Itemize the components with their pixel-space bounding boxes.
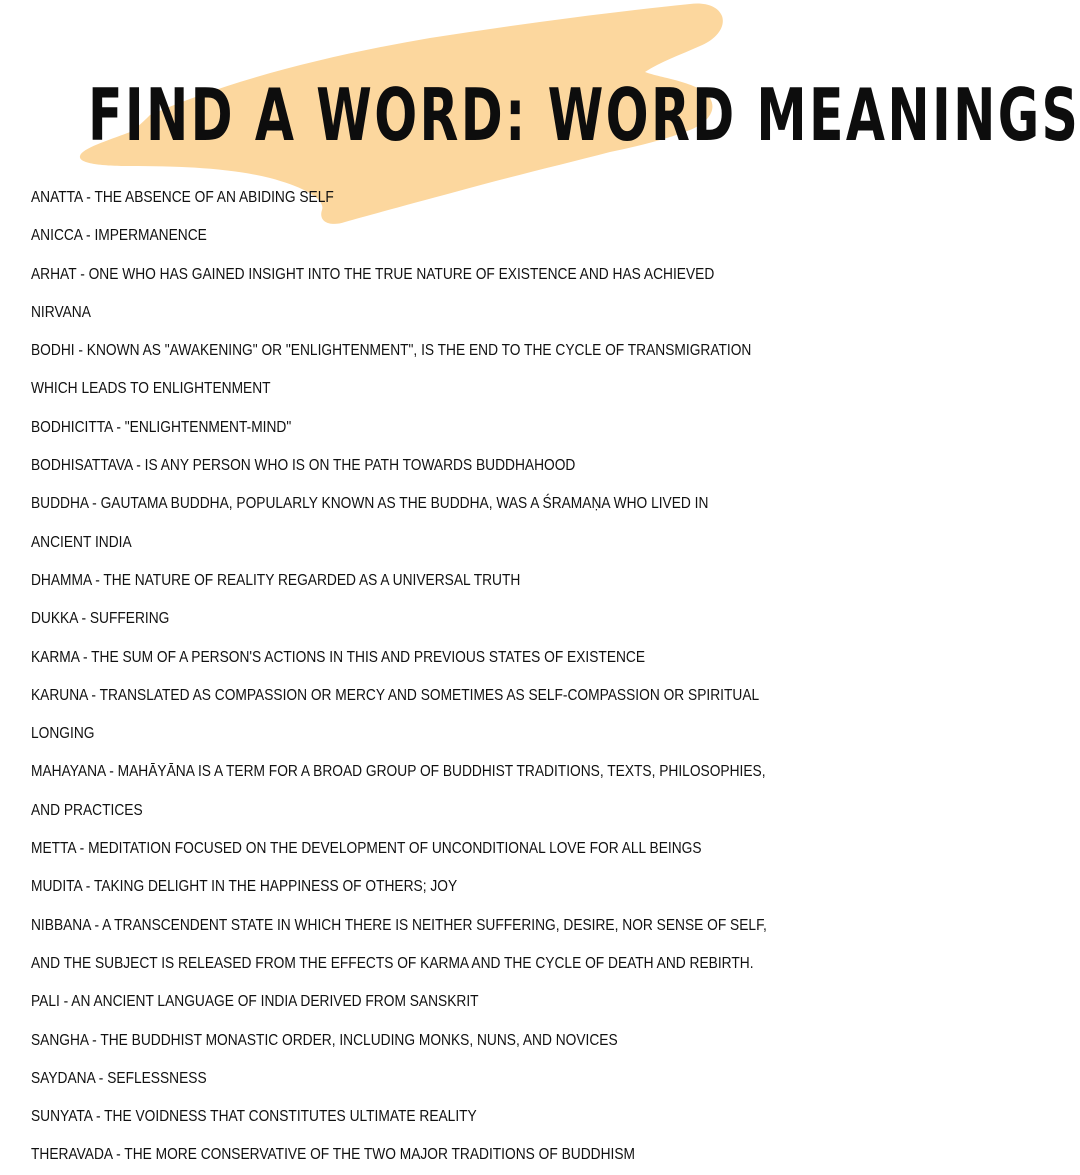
word-entry-pali: PALI - AN ANCIENT LANGUAGE OF INDIA DERIVED FROM SANSKRIT	[31, 993, 479, 1011]
word-entry-anatta: ANATTA - THE ABSENCE OF AN ABIDING SELF	[31, 189, 334, 206]
page-title: FIND A WORD: WORD MEANINGS	[88, 73, 1080, 157]
word-entry-bodhicitta: BODHICITTA - "ENLIGHTENMENT-MIND"	[31, 418, 292, 436]
word-entry-karuna: KARUNA - TRANSLATED AS COMPASSION OR MERCY AND SOMETIMES AS SELF-COMPASSION OR SPIRITUAL LONGING	[31, 686, 759, 743]
word-entry-arhat: ARHAT - ONE WHO HAS GAINED INSIGHT INTO THE TRUE NATURE OF EXISTENCE AND HAS ACHIEVED NIRVANA	[31, 265, 715, 321]
word-entry-metta: METTA - MEDITATION FOCUSED ON THE DEVELOPMENT OF UNCONDITIONAL LOVE FOR ALL BEINGS	[31, 840, 702, 858]
word-entry-bodhisattava: BODHISATTAVA - IS ANY PERSON WHO IS ON THE PATH TOWARDS BUDDHAHOOD	[31, 457, 576, 475]
word-entry-mudita: MUDITA - TAKING DELIGHT IN THE HAPPINESS OF OTHERS; JOY	[31, 878, 458, 896]
word-entry-mahayana: MAHAYANA - MAHĀYĀNA IS A TERM FOR A BROAD GROUP OF BUDDHIST TRADITIONS, TEXTS, PHILOSOPHIES, AND PRACTICES	[31, 763, 766, 819]
word-entry-bodhi: BODHI - KNOWN AS "AWAKENING" OR "ENLIGHTENMENT", IS THE END TO THE CYCLE OF TRANSMIGRATION WHICH LEADS TO ENLIGHTENMENT	[31, 342, 752, 398]
word-entry-dukka: DUKKA - SUFFERING	[31, 610, 170, 628]
word-entry-theravada: THERAVADA - THE MORE CONSERVATIVE OF THE TWO MAJOR TRADITIONS OF BUDDHISM	[31, 1146, 635, 1164]
word-entry-saydana: SAYDANA - SEFLESSNESS	[31, 1069, 207, 1087]
word-entry-sunyata: SUNYATA - THE VOIDNESS THAT CONSTITUTES ULTIMATE REALITY	[31, 1108, 477, 1126]
word-entry-anicca: ANICCA - IMPERMANENCE	[31, 227, 207, 245]
word-entry-nibbana: NIBBANA - A TRANSCENDENT STATE IN WHICH THERE IS NEITHER SUFFERING, DESIRE, NOR SENSE OF SELF, AND THE SUBJECT IS RELEASED FROM THE EFFECTS OF KARMA AND THE CYCLE OF DEATH AND REBIRTH.	[31, 916, 767, 972]
word-meanings-list	[31, 179, 771, 1175]
word-entry-karma: KARMA - THE SUM OF A PERSON'S ACTIONS IN THIS AND PREVIOUS STATES OF EXISTENCE	[31, 648, 646, 666]
word-entry-sangha: SANGHA - THE BUDDHIST MONASTIC ORDER, INCLUDING MONKS, NUNS, AND NOVICES	[31, 1031, 618, 1049]
word-entry-buddha: BUDDHA - GAUTAMA BUDDHA, POPULARLY KNOWN AS THE BUDDHA, WAS A ŚRAMAṆA WHO LIVED IN ANCIENT INDIA	[31, 495, 709, 551]
word-entry-dhamma: DHAMMA - THE NATURE OF REALITY REGARDED AS A UNIVERSAL TRUTH	[31, 571, 521, 589]
